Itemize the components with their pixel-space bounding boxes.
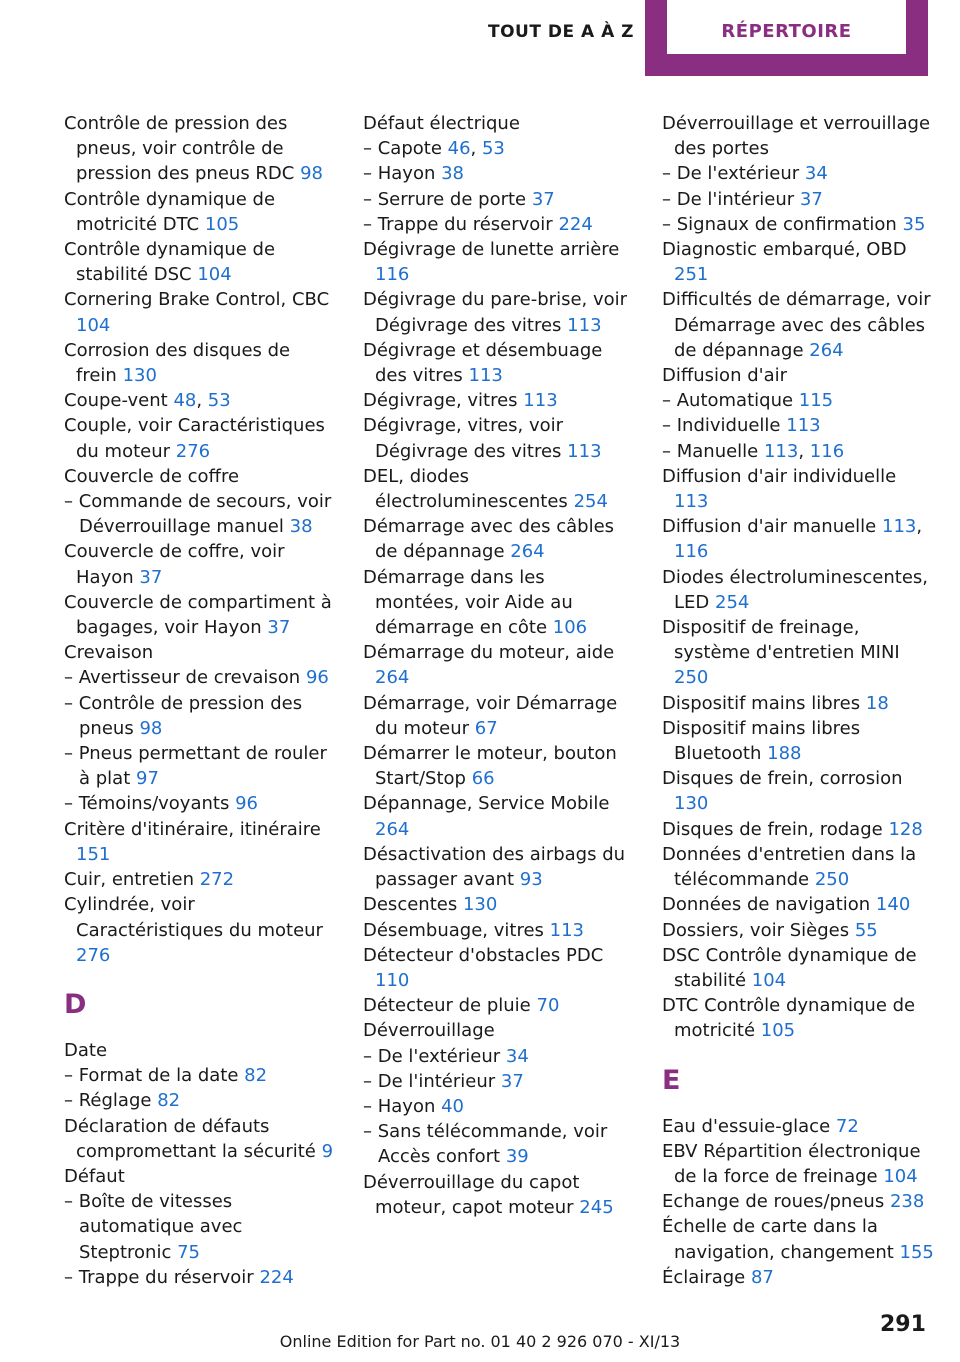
index-subentry [363, 1044, 633, 1069]
page-link[interactable]: 106 [552, 617, 588, 639]
entry-label: – Format de la date [64, 1065, 239, 1087]
page-link[interactable]: 87 [750, 1266, 774, 1288]
entry-label: – Capote [363, 138, 442, 160]
index-entry [662, 842, 934, 892]
page-link[interactable]: 37 [267, 617, 291, 639]
entry-label: Date [64, 1039, 108, 1061]
entry-label: Dossiers, voir Sièges [662, 919, 850, 941]
entry-label: Défaut [64, 1165, 125, 1187]
entry-label: Eau d'essuie-glace [662, 1115, 831, 1137]
page-link[interactable]: 116 [809, 440, 845, 462]
page-link[interactable]: 75 [177, 1241, 201, 1263]
page-link[interactable]: 224 [259, 1266, 294, 1288]
entry-label: Démarrage du moteur, aide [363, 642, 615, 664]
page-link[interactable]: 82 [244, 1065, 268, 1087]
entry-label: Démarrage dans les montées, voir Aide au démarrage en côte [363, 566, 573, 639]
index-entry: Diffusion d'air manuelle 113, 116 [662, 516, 923, 563]
page-link[interactable]: 38 [289, 516, 313, 538]
index-entry [363, 111, 633, 136]
index-entry [64, 539, 334, 589]
page-link[interactable]: 66 [471, 768, 495, 790]
index-entry [64, 817, 334, 867]
entry-label: DEL, diodes électroluminescentes [363, 465, 568, 513]
entry-label: Désembuage, vitres [363, 919, 544, 941]
entry-label: Défaut électrique [363, 113, 520, 134]
entry-label: Contrôle dynamique de stabilité DSC [64, 239, 276, 286]
entry-label: EBV Répartition électronique de la force de freinage [662, 1140, 921, 1187]
page-link[interactable]: 93 [519, 869, 543, 891]
section-letter: E [662, 1064, 681, 1096]
index-entry [363, 993, 633, 1018]
index-subentry [662, 388, 934, 413]
index-subentry [64, 691, 334, 741]
index-entry [662, 918, 934, 943]
entry-label: – Sans télécommande, voir Accès confort [363, 1121, 608, 1168]
index-subentry [64, 1265, 334, 1290]
entry-label: Éclairage [662, 1266, 746, 1288]
entry-label: Démarrage avec des câbles de dépannage [363, 516, 615, 563]
page-link[interactable]: 113 [549, 919, 584, 941]
entry-label: Descentes [363, 894, 458, 916]
index-subentry: – Capote 46, 53 [363, 138, 505, 160]
index-entry [64, 338, 334, 388]
entry-label: Couple, voir Caractéristiques du moteur [64, 415, 325, 462]
entry-label: Échelle de carte dans la navigation, changement [662, 1216, 894, 1263]
entry-label: – De l'intérieur [363, 1070, 496, 1092]
entry-label: – Signaux de confirmation [662, 213, 897, 235]
page-link[interactable]: 140 [875, 894, 911, 916]
entry-label: Démarrer le moteur, bouton Start/Stop [363, 743, 617, 790]
index-subentry [363, 187, 633, 212]
page-link[interactable]: 98 [139, 717, 163, 739]
index-entry [64, 287, 334, 337]
entry-label: Dégivrage et désembuage des vitres [363, 339, 603, 387]
index-subentry [662, 187, 934, 212]
index-entry [64, 413, 334, 463]
index-entry [64, 187, 334, 237]
entry-label: – Individuelle [662, 415, 781, 437]
page-link[interactable]: 70 [536, 995, 560, 1017]
page-link[interactable]: 238 [889, 1191, 925, 1213]
index-subentry [363, 1119, 633, 1169]
page-link[interactable]: 128 [888, 818, 923, 840]
index-entry [662, 237, 934, 287]
page-link[interactable]: 9 [321, 1140, 334, 1162]
entry-label: – Trappe du réservoir [64, 1266, 254, 1288]
index-entry [662, 993, 934, 1043]
index-entry [64, 464, 334, 489]
entry-label: Cornering Brake Control, CBC [64, 289, 330, 311]
entry-label: Dispositif de freinage, système d'entretien MINI [662, 617, 900, 664]
entry-label: – Réglage [64, 1090, 152, 1112]
page-link[interactable]: 130 [674, 793, 709, 815]
entry-label: DTC Contrôle dynamique de motricité [662, 995, 916, 1042]
page-link[interactable]: 48 [173, 390, 197, 412]
page-link[interactable]: 264 [375, 667, 410, 689]
entry-label: Diagnostic embarqué, OBD [662, 239, 907, 261]
page-link[interactable]: 53 [207, 390, 231, 412]
page-link[interactable]: 96 [235, 793, 258, 815]
entry-label: Démarrage, voir Démarrage du moteur [363, 692, 618, 739]
entry-label: DSC Contrôle dynamique de stabilité [662, 944, 917, 991]
entry-label: Déverrouillage [363, 1020, 495, 1042]
entry-label: Couvercle de compartiment à bagages, voir Hayon [64, 591, 332, 639]
index-entry [662, 766, 934, 816]
index-entry [363, 1018, 633, 1043]
entry-label: – De l'intérieur [662, 188, 795, 210]
entry-label: Détecteur de pluie [363, 995, 531, 1017]
page-link[interactable]: 113 [763, 440, 799, 462]
entry-label: Données de navigation [662, 894, 871, 916]
page-link[interactable]: 97 [136, 768, 159, 790]
index-entry [662, 943, 934, 993]
page-link[interactable]: 34 [505, 1045, 529, 1067]
index-entry [363, 287, 633, 337]
entry-label: Déverrouillage et verrouillage des portes [662, 113, 931, 160]
index-entry [662, 1265, 934, 1290]
index-subentry [662, 161, 934, 186]
index-entry [662, 464, 934, 514]
entry-label: Disques de frein, rodage [662, 818, 883, 840]
index-entry [363, 464, 633, 514]
index-entry [363, 741, 633, 791]
page-link[interactable]: 188 [767, 743, 802, 765]
index-subentry [64, 665, 334, 690]
page-link[interactable]: 113 [674, 491, 709, 513]
index-entry [662, 1214, 934, 1264]
index-entry [64, 590, 334, 640]
index-entry [363, 413, 633, 463]
index-column-3 [662, 111, 934, 1290]
index-entry [64, 1038, 334, 1063]
entry-label: – Boîte de vitesses automatique avec Steptronic [64, 1191, 243, 1263]
entry-label: Echange de roues/pneus [662, 1191, 885, 1213]
entry-label: Dégivrage du pare-brise, voir Dégivrage des vitres [363, 289, 628, 336]
index-subentry [64, 489, 334, 539]
page-link[interactable]: 254 [715, 591, 750, 613]
index-entry [662, 1114, 934, 1139]
index-entry [363, 338, 633, 388]
entry-label: – De l'extérieur [363, 1045, 501, 1067]
index-subentry [363, 161, 633, 186]
page-link[interactable]: 53 [481, 138, 505, 160]
index-subentry [363, 1069, 633, 1094]
index-entry [363, 892, 633, 917]
entry-label: Désactivation des airbags du passager avant [363, 843, 626, 891]
index-entry [662, 1189, 934, 1214]
page-link[interactable]: 37 [799, 188, 823, 210]
index-entry [64, 237, 334, 287]
page-link[interactable]: 96 [305, 667, 329, 689]
index-entry [662, 615, 934, 691]
entry-label: – Hayon [363, 163, 436, 185]
index-entry [363, 943, 633, 993]
entry-label: – Pneus permettant de rouler à plat [64, 743, 327, 790]
index-column-2 [363, 111, 633, 1220]
page-link[interactable]: 151 [76, 843, 111, 865]
page-link[interactable]: 104 [751, 969, 787, 991]
index-entry [64, 867, 334, 892]
page-link[interactable]: 72 [835, 1115, 859, 1137]
entry-label: – Témoins/voyants [64, 793, 230, 815]
page-link[interactable]: 104 [76, 314, 111, 336]
page-link[interactable]: 37 [139, 566, 163, 588]
index-entry [363, 842, 633, 892]
page-link[interactable]: 34 [804, 163, 828, 185]
page-link[interactable]: 46 [447, 138, 471, 160]
index-entry [363, 565, 633, 641]
index-entry [363, 514, 633, 564]
entry-label: Dégivrage, vitres [363, 390, 518, 412]
index-entry: Coupe-vent 48, 53 [64, 390, 231, 412]
page-link[interactable]: 35 [902, 213, 926, 235]
entry-label: Dispositif mains libres [662, 692, 861, 714]
index-subentry [64, 1189, 334, 1265]
index-entry [662, 363, 934, 388]
entry-label: Diodes électroluminescentes, LED [662, 566, 929, 613]
page-link[interactable]: 130 [122, 365, 157, 387]
page-link[interactable]: 254 [573, 491, 608, 513]
page-link[interactable]: 105 [760, 1020, 796, 1042]
page-link[interactable]: 276 [175, 440, 211, 462]
index-entry [64, 111, 334, 187]
tab-repertoire[interactable] [645, 0, 928, 76]
index-entry [64, 1114, 334, 1164]
entry-label: Déclaration de défauts compromettant la sécurité [64, 1115, 316, 1162]
index-entry [662, 892, 934, 917]
entry-label: – Automatique [662, 390, 794, 412]
entry-label: Crevaison [64, 642, 154, 664]
tab-repertoire-label: RÉPERTOIRE [667, 0, 906, 54]
entry-label: Diffusion d'air manuelle [662, 516, 877, 538]
entry-label: Contrôle de pression des pneus, voir contrôle de pression des pneus RDC [64, 113, 295, 185]
page-link[interactable]: 38 [441, 163, 465, 185]
index-entry [363, 918, 633, 943]
page-link[interactable]: 264 [809, 339, 844, 361]
index-subentry [363, 1094, 633, 1119]
entry-label: Disques de frein, corrosion [662, 768, 903, 790]
entry-label: Déverrouillage du capot moteur, capot moteur [363, 1171, 580, 1218]
index-entry [662, 817, 934, 842]
page-link[interactable]: 110 [375, 969, 410, 991]
entry-label: Couvercle de coffre [64, 465, 240, 487]
page-link[interactable]: 98 [300, 163, 323, 185]
page-link[interactable]: 264 [375, 818, 410, 840]
page-link[interactable]: 113 [468, 365, 503, 387]
entry-label: Détecteur d'obstacles PDC [363, 944, 604, 966]
page-link[interactable]: 264 [510, 541, 545, 563]
entry-label: Critère d'itinéraire, itinéraire [64, 818, 321, 840]
entry-label: – Hayon [363, 1095, 436, 1117]
page-link[interactable]: 224 [558, 213, 593, 235]
page-link[interactable]: 113 [882, 516, 917, 538]
entry-label: – Contrôle de pression des pneus [64, 692, 303, 739]
index-subentry [64, 1063, 334, 1088]
index-column-1 [64, 111, 334, 1290]
entry-label: – Avertisseur de crevaison [64, 667, 301, 689]
entry-label: Diffusion d'air individuelle [662, 465, 897, 487]
index-entry [662, 287, 934, 363]
index-subentry [662, 413, 934, 438]
entry-label: – Trappe du réservoir [363, 213, 553, 235]
entry-label: Coupe-vent [64, 390, 168, 412]
page-link[interactable]: 104 [197, 264, 232, 286]
entry-label: Diffusion d'air [662, 365, 787, 387]
index-entry [662, 565, 934, 615]
page-link[interactable]: 113 [523, 390, 558, 412]
entry-label: Cylindrée, voir Caractéristiques du moteur [64, 894, 323, 941]
index-subentry: – Manuelle 113, 116 [662, 440, 845, 462]
index-entry [662, 1139, 934, 1189]
entry-label: Cuir, entretien [64, 869, 194, 891]
section-letter: D [64, 988, 87, 1020]
page-number: 291 [880, 1312, 926, 1337]
page-link[interactable]: 250 [674, 667, 709, 689]
page-link[interactable]: 116 [375, 264, 410, 286]
entry-label: Données d'entretien dans la télécommande [662, 843, 917, 891]
page-link[interactable]: 276 [76, 944, 111, 966]
index-entry [662, 691, 934, 716]
page-link[interactable]: 113 [567, 440, 602, 462]
index-subentry [64, 1088, 334, 1113]
index-entry [64, 640, 334, 665]
page-header [0, 0, 960, 78]
index-entry [64, 892, 334, 968]
index-entry [363, 1170, 633, 1220]
page-link[interactable]: 37 [531, 188, 555, 210]
tab-tout-de-a-a-z[interactable]: TOUT DE A À Z [488, 22, 634, 42]
page-link[interactable]: 82 [157, 1090, 181, 1112]
entry-label: Dégivrage, vitres, voir Dégivrage des vitres [363, 415, 564, 462]
page-link[interactable]: 116 [674, 541, 709, 563]
index-entry [363, 388, 633, 413]
page-link[interactable]: 113 [786, 415, 821, 437]
page-link[interactable]: 39 [505, 1146, 529, 1168]
entry-label: Contrôle dynamique de motricité DTC [64, 188, 276, 235]
index-entry [363, 640, 633, 690]
entry-label: – Manuelle [662, 440, 759, 462]
entry-label: – Serrure de porte [363, 188, 527, 210]
index-entry [363, 791, 633, 841]
page-link[interactable]: 115 [798, 390, 834, 412]
page-link[interactable]: 55 [854, 919, 878, 941]
page-link[interactable]: 67 [474, 717, 498, 739]
index-entry [662, 111, 934, 161]
index-subentry [662, 212, 934, 237]
page-link[interactable]: 251 [674, 264, 709, 286]
entry-label: – De l'extérieur [662, 163, 800, 185]
entry-label: Couvercle de coffre, voir Hayon [64, 541, 285, 588]
page-link[interactable]: 105 [204, 213, 240, 235]
entry-label: Difficultés de démarrage, voir Démarrage avec des câbles de dépannage [662, 289, 931, 361]
page-link[interactable]: 18 [865, 692, 889, 714]
index-subentry [363, 212, 633, 237]
entry-label: Dépannage, Service Mobile [363, 793, 610, 815]
entry-label: – Commande de secours, voir Déverrouillage manuel [64, 491, 332, 538]
page-link[interactable]: 155 [899, 1241, 934, 1263]
index-subentry [64, 791, 334, 816]
entry-label: Dispositif mains libres Bluetooth [662, 717, 861, 765]
page-link[interactable]: 272 [199, 869, 235, 891]
page-link[interactable]: 37 [500, 1070, 524, 1092]
index-entry [363, 237, 633, 287]
entry-label: Dégivrage de lunette arrière [363, 239, 620, 261]
edition-footer: Online Edition for Part no. 01 40 2 926 070 - XI/13 [279, 1332, 681, 1351]
index-entry [662, 716, 934, 766]
page-link[interactable]: 245 [579, 1196, 614, 1218]
index-entry [64, 1164, 334, 1189]
index-subentry [64, 741, 334, 791]
page-link[interactable]: 104 [883, 1165, 918, 1187]
entry-label: Corrosion des disques de frein [64, 339, 291, 387]
page-link[interactable]: 40 [441, 1095, 465, 1117]
page-link[interactable]: 250 [814, 869, 850, 891]
page-link[interactable]: 130 [462, 894, 498, 916]
index-entry [363, 691, 633, 741]
page-link[interactable]: 113 [567, 314, 602, 336]
